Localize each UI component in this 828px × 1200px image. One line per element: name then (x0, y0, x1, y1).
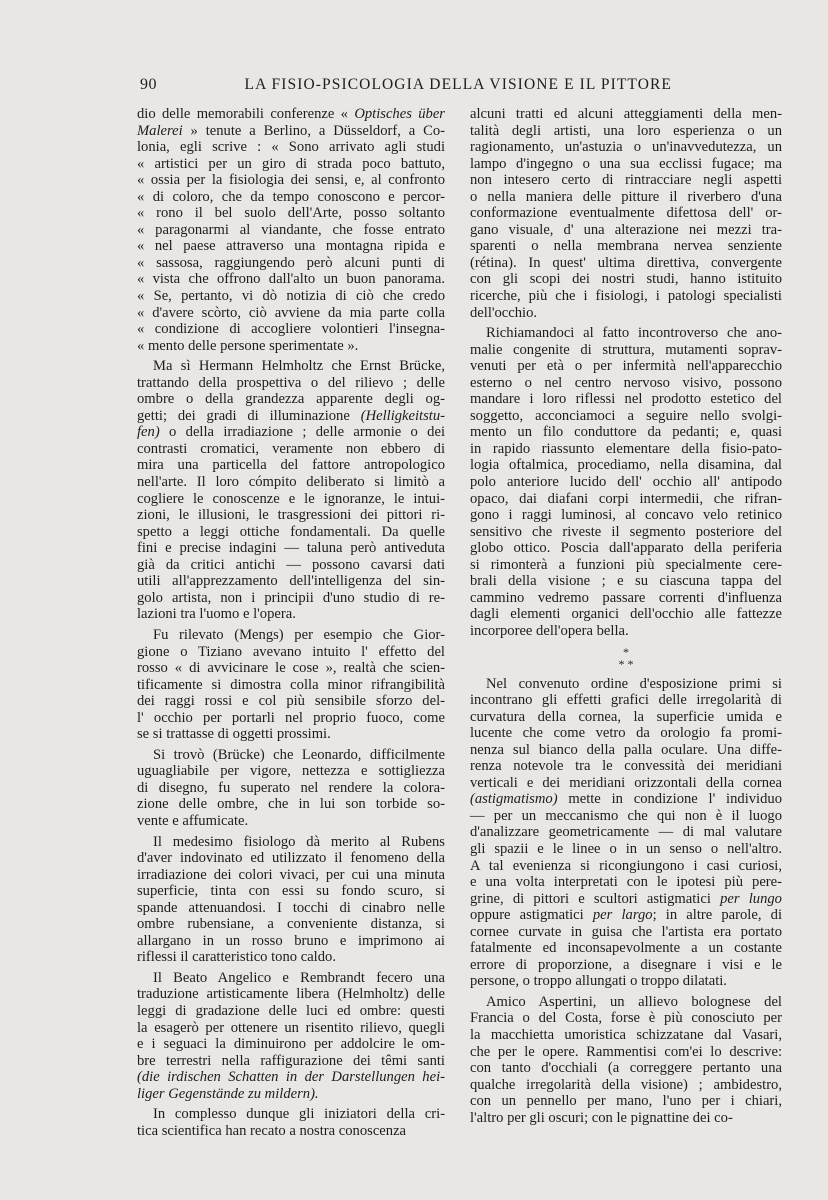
paragraph (137, 1106, 445, 1139)
text-line: cornee curvate in guisa che l'artista era portato (470, 923, 782, 940)
text-line: ombre o della grandezza apparente degli og- (137, 391, 445, 408)
text-line: spande attenuandosi. I tocchi di cinabro nelle (137, 899, 445, 916)
text-line: fen) o della irradiazione ; delle armonie o dei (137, 424, 445, 441)
text-line: cammino vedremo passare correnti d'influenza (470, 589, 782, 606)
text-line: Richiamandoci al fatto incontroverso che ano- (486, 325, 782, 342)
text-line: oppure astigmatici per largo; in altre parole, di (470, 907, 783, 924)
paragraph (137, 627, 445, 743)
text-line: ombre rubensiane, a conveniente distanza, si (137, 916, 445, 933)
text-line: d'analizzare geometricamente — di mal valutare (470, 824, 782, 841)
text-line: o nella maniera delle pitture il riverbero d'una (470, 188, 782, 205)
text-line: la macchietta umoristica schizzatane dal Vasari, (470, 1026, 782, 1043)
text-line: brali della visione ; e su ciascuna tappa del (470, 573, 782, 590)
text-line: Si trovò (Brücke) che Leonardo, difficilmente (153, 746, 445, 763)
left-column (137, 106, 445, 1139)
text-line: traduzione artisticamente libera (Helmholtz) delle (137, 986, 445, 1003)
text-line: lonia, egli scrive : « Sono arrivato agli studi (137, 139, 445, 156)
text-line: irradiazione dei colori vivaci, per cui una minuta (137, 866, 445, 883)
text-line: mandare i loro riflessi nel prodotto estetico del (470, 391, 782, 408)
text-line: gano visuale, d' una alterazione nei mezzi tra- (470, 221, 782, 238)
paragraph (470, 106, 782, 321)
text-line: « d'avere scòrto, ciò avviene da mia parte colla (137, 304, 445, 321)
text-line: zioni, le illusioni, le trasgressioni dei pittori ri- (137, 507, 445, 524)
text-line: Malerei » tenute a Berlino, a Düsseldorf, a Co- (137, 122, 445, 139)
text-line: lucente che come vetro da orologio fa promi- (470, 725, 782, 742)
text-line: fini e precise indagini — taluna però antiveduta (137, 540, 445, 557)
text-line: Fu rilevato (Mengs) per esempio che Gior- (153, 626, 445, 643)
paragraph (137, 834, 445, 966)
text-line: Ma sì Hermann Helmholtz che Ernst Brücke, (153, 358, 445, 375)
text-line: « ossia per la fisiologia dei sensi, e, al confronto (137, 172, 445, 189)
text-line: « paragonarmi al viandante, che fosse entrato (137, 221, 445, 238)
text-line: trattando della prospettiva o del rilievo ; delle (137, 374, 445, 391)
text-line: gono i raggi luminosi, al concavo velo retinico (470, 507, 782, 524)
text-line: con un pennello per mano, l'uno per i chiari, (470, 1093, 782, 1110)
text-line: — per un meccanismo che qui non è il luogo (470, 807, 782, 824)
text-line: lampo d'ingegno o una sua ecclissi fugace; ma (470, 155, 782, 172)
text-line: « nel paese attraverso una montagna ripida e (137, 238, 445, 255)
text-line: renza notevole tra le convessità dei meridiani (470, 758, 782, 775)
text-line: bre terrestri nella raffigurazione dei têmi santi (137, 1052, 445, 1069)
text-line: la esagerò per ottenere un risentito rilievo, quegli (137, 1019, 445, 1036)
page-number: 90 (140, 76, 157, 93)
text-line: Il medesimo fisiologo dà merito al Rubens (153, 833, 445, 850)
text-line: di disegno, fu superato nel rendere la colora- (137, 779, 445, 796)
text-line: polo anteriore lucido dell' occhio all' antipodo (470, 474, 782, 491)
text-line: già da critici antichi — possono cavarsi dati (137, 556, 445, 573)
text-line: « Se, pertanto, vi dò notizia di ciò che credo (137, 288, 445, 305)
text-line: ricerche, più che i fisiologi, i patologi specialisti (470, 288, 782, 305)
text-line: gione o Tiziano avevano intuito l' effetto del (137, 643, 445, 660)
text-line: (rétina). In quest' ultima direttiva, convergente (470, 254, 782, 271)
text-line: getti; dei gradi di illuminazione (Helligkeitstu- (137, 407, 445, 424)
text-line: talità degli artisti, una loro esperienza o un (470, 122, 782, 139)
text-line: se si trattasse di oggetti prossimi. (137, 726, 331, 743)
text-line: nell'arte. Il loro cómpito deliberato si limitò a (137, 474, 445, 491)
text-line: logia oftalmica, procediamo, nella disamina, dal (470, 457, 782, 474)
text-line: d'aver indovinato ed utilizzato il fenomeno della (137, 850, 445, 867)
paragraph (137, 358, 445, 623)
text-line: golo artista, non i principii d'uno studio di re- (137, 589, 445, 606)
paragraph (137, 747, 445, 830)
text-line: uguagliabile per vigore, nettezza e sottigliezza (137, 763, 445, 780)
paragraph (470, 325, 782, 639)
text-line: dio delle memorabili conferenze « Optisches über (137, 106, 445, 122)
text-line: contrasti cromatici, veramente non ebbero di (137, 440, 445, 457)
text-line: leggi di gradazione delle luci ed ombre: questi (137, 1002, 445, 1019)
right-column-upper (470, 106, 782, 640)
text-line: nenza sul bianco della palla oculare. Una diffe- (470, 741, 782, 758)
text-line: mira una particella del fattore antropologico (137, 457, 445, 474)
text-line: si rimonterà a funzioni più specialmente cere- (470, 556, 782, 573)
text-line: l' occhio per portarli nel proprio fuoco, come (137, 709, 445, 726)
text-line: persone, o troppo allungati o troppo dilatati. (470, 973, 727, 990)
text-line: sparenti o nella membrana nervea senziente (470, 238, 782, 255)
text-line: rosso « di avvicinare le cose », realtà che scien- (137, 660, 445, 677)
text-line: grine, di pittori e scultori astigmatici per lungo (470, 890, 782, 907)
text-line: non intesero certo di rintracciare negli aspetti (470, 172, 782, 189)
text-line: l'altro per gli oscuri; con le pignattine dei co- (470, 1109, 733, 1126)
text-line: Il Beato Angelico e Rembrandt fecero una (153, 969, 445, 986)
text-line: malie congenite di struttura, mutamenti soprav- (470, 341, 782, 358)
text-line: incontrano gli effetti grafici delle irregolarità di (470, 692, 782, 709)
text-line: soggetto, acconciamoci a seguire nello svolgi- (470, 407, 782, 424)
running-title: LA FISIO-PSICOLOGIA DELLA VISIONE E IL PITTORE (244, 76, 672, 93)
text-line: dei raggi rossi e col più sensibile sforzo del- (137, 693, 445, 710)
text-line: dagli elementi organici dell'occhio alle fattezze (470, 606, 782, 623)
text-line: gli spazii e le linee o in un senso o nell'altro. (470, 840, 782, 857)
text-line: « artistici per un giro di strada poco battuto, (137, 155, 445, 172)
text-line: « mento delle persone sperimentate ». (137, 337, 359, 354)
right-column-lower (470, 676, 782, 1127)
text-line: A tal evenienza si ricongiungono i casi curiosi, (470, 857, 782, 874)
text-line: vente e affumicate. (137, 812, 249, 829)
text-line: che per le opere. Rammentisi com'ei lo descrive: (470, 1043, 782, 1060)
text-line: « rono il bel suolo dell'Arte, posso soltanto (137, 205, 445, 222)
right-column (470, 106, 782, 1126)
text-line: alcuni tratti ed alcuni atteggiamenti della men- (470, 106, 782, 122)
asterism-top: * (623, 644, 629, 659)
text-line: « di coloro, che da tempo conoscono e percor- (137, 188, 445, 205)
text-line: esterno o nel centro nervoso visivo, possono (470, 374, 782, 391)
text-line: e i seguaci la diminuirono per addolcire le om- (137, 1036, 445, 1053)
text-line: con gli scopi dei nostri studi, hanno istituito (470, 271, 782, 288)
text-line: Amico Aspertini, un allievo bolognese del (486, 993, 782, 1010)
text-line: verticali e dei meridiani orizzontali della cornea (470, 774, 782, 791)
text-line: e una volta interpretati con le ipotesi più pere- (470, 874, 782, 891)
text-line: errore di proporzione, a disegnare i visi e le (470, 956, 782, 973)
section-asterism (470, 646, 782, 670)
text-line: liger Gegenstände zu mildern). (137, 1085, 319, 1102)
text-line: « condizione di accogliere volontieri l'insegna- (137, 321, 445, 338)
text-line: conformazione eventualmente difettosa dell' or- (470, 205, 782, 222)
text-line: « sassosa, raggiungendo però alcuni punti di (137, 254, 445, 271)
paragraph (137, 106, 445, 354)
text-line: spetto a leggi ottiche fondamentali. Da quelle (137, 523, 445, 540)
text-line: mento un filo conduttore da pedanti; e, quasi (470, 424, 782, 441)
text-line: globo ottico. Poscia dall'apparato della periferia (470, 540, 782, 557)
text-line: in rapido riassunto elementare della fisio-pato- (470, 440, 782, 457)
paragraph (470, 676, 782, 990)
text-line: venuti per età o per infermità nell'apparecchio (470, 358, 782, 375)
paragraph (137, 970, 445, 1102)
text-line: superficie, tinta con essi su fondo scuro, si (137, 883, 445, 900)
text-line: riflessi il caratteristico tono caldo. (137, 949, 336, 966)
text-line: In complesso dunque gli iniziatori della cri- (153, 1106, 445, 1123)
paragraph (470, 994, 782, 1126)
text-line: utili all'apprezzamento dell'intelligenza del sin- (137, 573, 445, 590)
text-line: tificamente si dimostra colla minor rifrangibilità (137, 676, 445, 693)
text-line: con tanto d'occhiali (a correggere pertanto una (470, 1060, 782, 1077)
asterism-bottom: * * (618, 656, 634, 671)
text-line: qualche irregolarità della visione) ; ambidestro, (470, 1076, 782, 1093)
text-line: opaco, dai diafani corpi intermedii, che rifran- (470, 490, 782, 507)
text-line: lazioni tra l'uomo e l'opera. (137, 606, 296, 623)
text-line: dell'occhio. (470, 304, 538, 321)
text-line: tica scientifica han recato a nostra conoscenza (137, 1122, 407, 1139)
text-line: cogliere le conoscenze e le ignoranze, le intui- (137, 490, 445, 507)
text-line: fatalmente ed inconsapevolmente a un costante (470, 940, 782, 957)
text-line: incorporee dell'opera bella. (470, 622, 629, 639)
page-header (140, 76, 680, 98)
text-line: sensitivo che riveste il segmento posteriore del (470, 523, 782, 540)
text-line: (astigmatismo) mette in condizione l' individuo (470, 791, 782, 808)
text-line: ragionamento, un'astuzia o un'inavvedutezza, un (470, 139, 782, 156)
text-line: allargano in un rosso bruno e imprimono ai (137, 932, 445, 949)
text-line: zione delle ombre, che in lui son torbide so- (137, 796, 445, 813)
text-line: Nel convenuto ordine d'esposizione primi si (486, 675, 782, 692)
text-line: (die irdischen Schatten in der Darstellungen hei- (137, 1069, 445, 1086)
text-line: curvatura della cornea, la superficie umida e (470, 708, 782, 725)
text-line: Francia o del Costa, forse è più conosciuto per (470, 1010, 782, 1027)
text-line: « vista che offrono dall'alto un buon panorama. (137, 271, 445, 288)
